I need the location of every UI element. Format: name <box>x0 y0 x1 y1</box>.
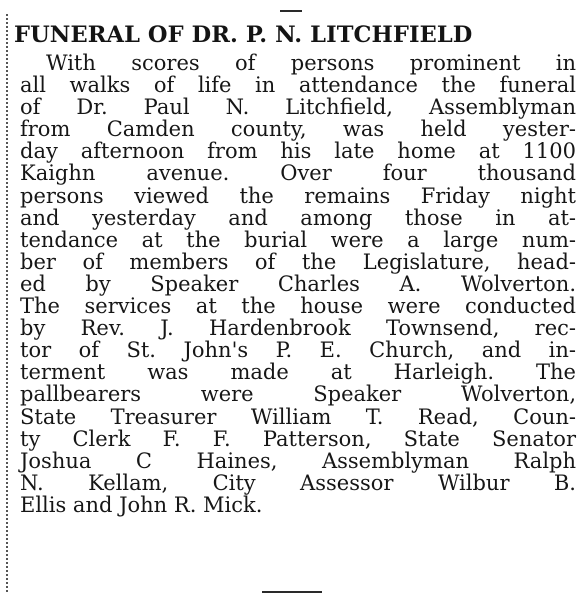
article-line: Kaighn avenue. Over four thousand <box>20 161 576 186</box>
article-line: The services at the house were conducted <box>20 294 576 319</box>
top-rule <box>280 10 302 12</box>
article-line: With scores of persons prominent in <box>46 51 576 75</box>
article-line: tor of St. John's P. E. Church, and in- <box>20 338 576 363</box>
article-line: ber of members of the Legislature, head- <box>20 249 576 274</box>
article-line: pallbearers were Speaker Wolverton, <box>20 382 576 407</box>
article-line: tendance at the burial were a large num- <box>20 227 576 252</box>
article-line: persons viewed the remains Friday night <box>20 183 576 208</box>
article-line: day afternoon from his late home at 1100 <box>20 139 576 164</box>
column-rule <box>6 14 8 592</box>
bottom-rule <box>262 591 322 593</box>
article-line: and yesterday and among those in at- <box>20 205 576 230</box>
article-line: ty Clerk F. F. Patterson, State Senator <box>20 426 576 451</box>
article-line: all walks of life in attendance the funeral <box>20 73 576 98</box>
article-headline: FUNERAL OF DR. P. N. LITCHFIELD <box>14 22 473 48</box>
article-line: Joshua C Haines, Assemblyman Ralph <box>20 448 576 473</box>
article-line: N. Kellam, City Assessor Wilbur B. <box>20 470 576 495</box>
article-line: by Rev. J. Hardenbrook Townsend, rec- <box>20 316 576 341</box>
article-line: ed by Speaker Charles A. Wolverton. <box>20 271 576 296</box>
article-body <box>20 52 576 516</box>
article-line: of Dr. Paul N. Litchfield, Assemblyman <box>20 95 576 120</box>
article-line: Ellis and John R. Mick. <box>20 492 263 517</box>
article-line: from Camden county, was held yester- <box>20 117 576 142</box>
article-line: State Treasurer William T. Read, Coun- <box>20 404 576 429</box>
article-line: terment was made at Harleigh. The <box>20 360 576 385</box>
